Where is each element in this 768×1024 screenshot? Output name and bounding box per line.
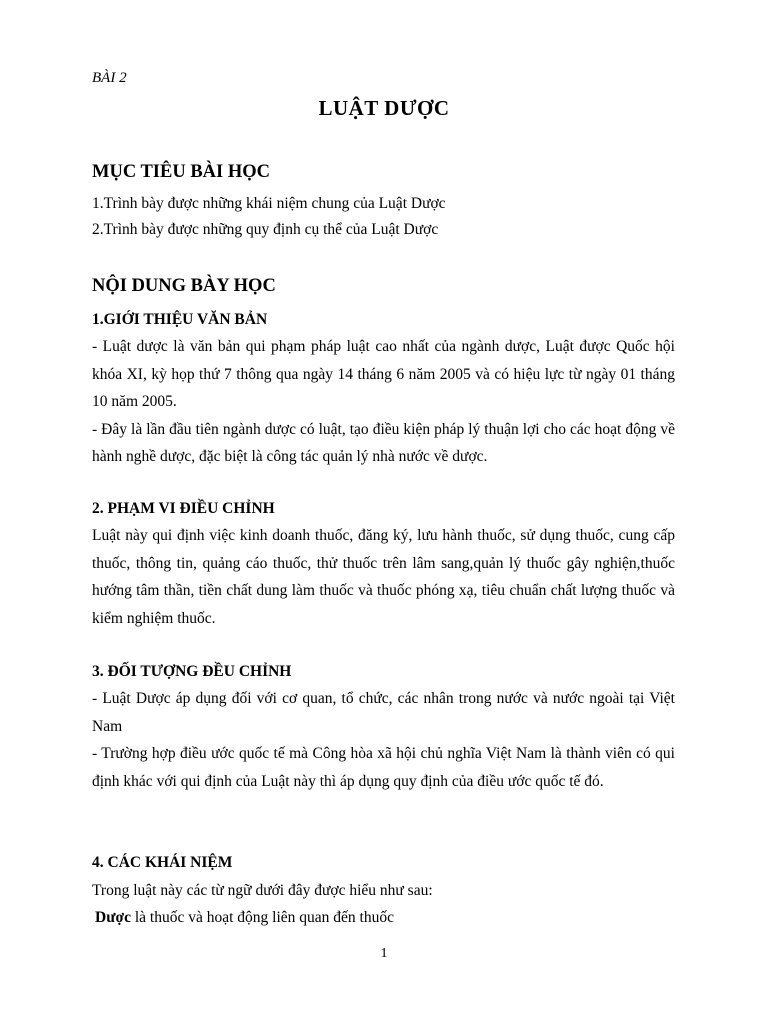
section1-heading: 1.GIỚI THIỆU VĂN BẢN xyxy=(92,311,268,328)
section2-paragraph-1: Luật này qui định việc kinh doanh thuốc, đăng ký, lưu hành thuốc, sử dụng thuốc, cung cấp thuốc, thông tin, quảng cáo thuốc, thử thuốc trên lâm sang,quản lý thuốc gây nghiện,thuốc hướng tâm thần, tiền chất dung làm thuốc và thuốc phóng xạ, tiêu chuẩn chất lượng thuốc và kiểm nghiệm thuốc. xyxy=(92,527,675,627)
objectives-heading: MỤC TIÊU BÀI HỌC xyxy=(92,162,270,182)
objective-item-2: 2.Trình bày được những quy định cụ thể của Luật Dược xyxy=(92,221,439,238)
section4-intro: Trong luật này các từ ngữ dưới đây được hiểu như sau: xyxy=(92,882,433,899)
section3-paragraph-2: - Trường hợp điều ước quốc tế mà Công hòa xã hội chủ nghĩa Việt Nam là thành viên có qui định khác với qui định của Luật này thì áp dụng quy định của điều ước quốc tế đó. xyxy=(92,745,675,790)
definition-term: Dược xyxy=(95,909,131,926)
page-title: LUẬT DƯỢC xyxy=(318,96,450,120)
section2-heading: 2. PHẠM VI ĐIỀU CHỈNH xyxy=(92,500,275,517)
section3-paragraph-1: - Luật Dược áp dụng đối với cơ quan, tổ chức, các nhân trong nước và nước ngoài tại Việt Nam xyxy=(92,690,675,735)
section3-heading: 3. ĐỐI TƯỢNG ĐỀU CHỈNH xyxy=(92,663,292,680)
section1-paragraph-1: - Luật dược là văn bản qui phạm pháp luật cao nhất của ngành dược, Luật được Quốc hội khóa XI, kỳ họp thứ 7 thông qua ngày 14 tháng 6 năm 2005 và có hiệu lực từ ngày 01 tháng 10 năm 2005. xyxy=(92,338,675,410)
section4-heading: 4. CÁC KHÁI NIỆM xyxy=(92,854,233,871)
definition-text: là thuốc và hoạt động liên quan đến thuốc xyxy=(130,909,394,926)
page-number: 1 xyxy=(380,946,388,961)
content-heading: NỘI DUNG BÀY HỌC xyxy=(92,276,276,296)
section2-body xyxy=(92,522,675,632)
lesson-kicker: BÀI 2 xyxy=(92,70,127,86)
section1-paragraph-2: - Đây là lần đầu tiên ngành dược có luật, tạo điều kiện pháp lý thuận lợi cho các hoạt động về hành nghề dược, đặc biệt là công tác quản lý nhà nước về dược. xyxy=(92,420,675,465)
objective-item-1: 1.Trình bày được những khái niệm chung của Luật Dược xyxy=(92,195,446,212)
definition-line xyxy=(95,909,394,927)
section1-body xyxy=(92,333,675,471)
section3-body xyxy=(92,685,675,795)
